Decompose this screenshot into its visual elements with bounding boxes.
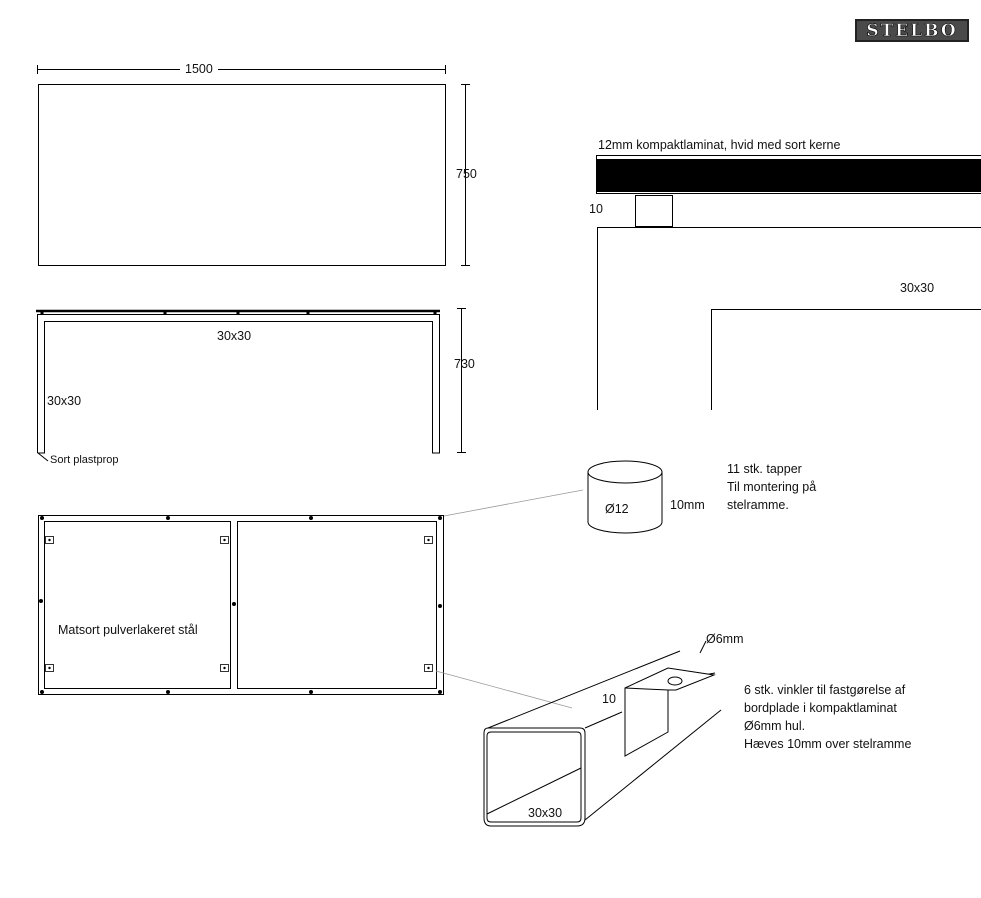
spacer-block	[636, 196, 673, 227]
spacer-gap-label: 10	[589, 202, 603, 216]
plug-note-line: stelramme.	[727, 498, 789, 512]
bracket-note-line: Hæves 10mm over stelramme	[744, 737, 912, 751]
bracket-note	[744, 681, 911, 753]
leg-profile-label: 30x30	[47, 394, 82, 408]
frame-profile-detail	[598, 228, 981, 411]
top-view-outline	[39, 85, 446, 266]
callout-leaders	[436, 490, 583, 708]
plug-note-line: 11 stk. tapper	[727, 462, 802, 476]
width-dimension-line	[37, 62, 446, 76]
foot-cap-label: Sort plastprop	[50, 454, 119, 466]
raise-gap-label: 10	[602, 692, 616, 706]
width-label: 1500	[185, 62, 213, 76]
bracket-marker-dots	[48, 539, 429, 669]
bracket-markers	[46, 537, 433, 672]
rail-profile-label: 30x30	[217, 329, 252, 343]
bracket-note-line: 6 stk. vinkler til fastgørelse af	[744, 683, 906, 697]
hole-diameter-label: Ø6mm	[706, 632, 744, 646]
plug-note-line: Til montering på	[727, 480, 817, 494]
plug-cylinder	[588, 461, 662, 533]
laminate-label: 12mm kompaktlaminat, hvid med sort kerne	[598, 138, 841, 152]
profile-section-label: 30x30	[528, 806, 563, 820]
height-label: 730	[454, 357, 475, 371]
logo-text: STELBO	[866, 20, 958, 41]
profile-size-label: 30x30	[900, 281, 935, 295]
depth-label: 750	[456, 167, 477, 181]
frame-holes	[39, 516, 442, 694]
frame-view	[39, 516, 444, 695]
plug-note	[727, 460, 816, 514]
finish-label: Matsort pulverlakeret stål	[58, 623, 198, 637]
laminate-detail	[596, 155, 981, 194]
height-dimension-line	[457, 308, 466, 453]
stelbo-logo	[855, 19, 969, 42]
bracket-note-line: Ø6mm hul.	[744, 719, 806, 733]
angle-bracket	[625, 668, 714, 756]
foot-leader-line	[38, 453, 48, 461]
plug-diameter-label: Ø12	[605, 502, 629, 516]
plug-height-label: 10mm	[670, 498, 705, 512]
bracket-note-line: bordplade i kompaktlaminat	[744, 701, 897, 715]
